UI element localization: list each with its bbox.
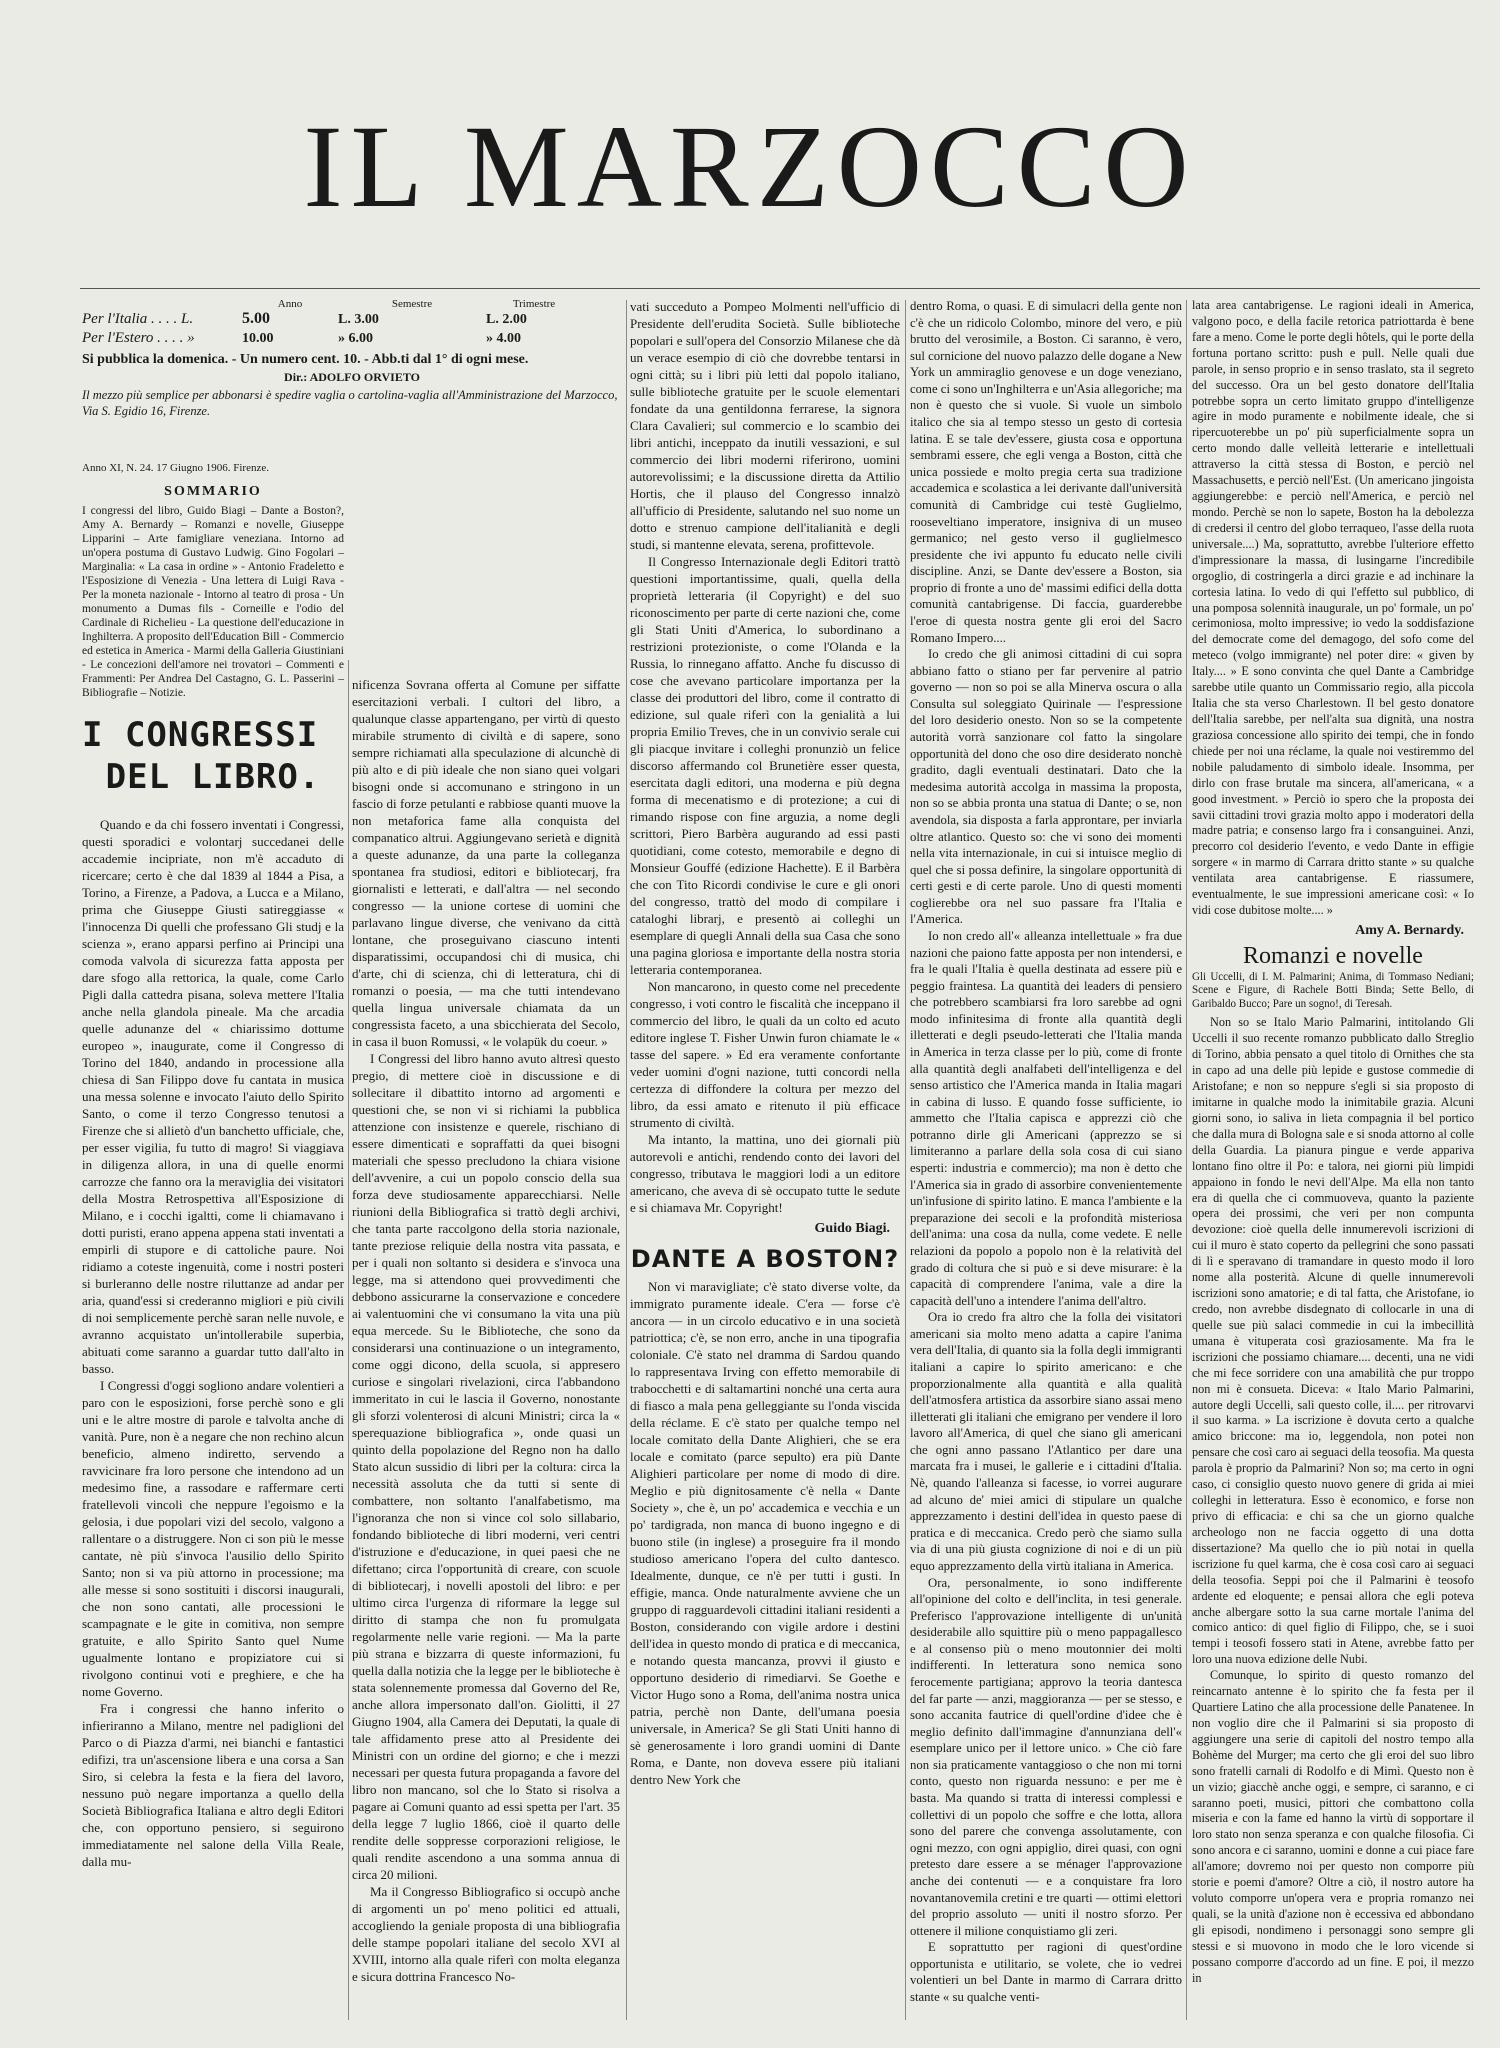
price-header-anno: Anno <box>277 298 303 310</box>
column-2 <box>352 676 620 1985</box>
column-rule <box>905 300 906 2020</box>
article-paragraph: dentro Roma, o quasi. E di simulacri della gente non c'è che un ridicolo Colombo, minore del vero, e più brutto del verosimile, a Boston. Ci saranno, è vero, sul cornicione del nuovo palazzo delle dogane a New York un ammiraglio genovese e un doge veneziano, come ci sono un'Inghilterra e un'Asia allegoriche; ma non è questo che si vuole. Si vuole un simbolo italico che sia al tempo stesso un gesto di cortesia latina. E se tale dev'essere, giusta cosa e opportuna sembrami essere, che egli venga a Boston, città che unica possiede e molto pregia certa sua tradizione accademica e scolastica a lei derivante dall'università comunità di Cambridge cui testè Guglielmo, rooseveltiano imperatore, insigniva di un museo germanico; nel gesto verso il guglielmesco presidente che ivi appunto fu educato nelle civili discipline. Anzi, se Dante dev'essere a Boston, sia proprio di fronte a uno de' massimi edifici della dotta comunità cantabrigense. Di faccia, guarderebbe l'eroe di questa nostra gente gli eroi del Sacro Romano Impero.... <box>910 299 1182 645</box>
price-label-estero: Per l'Estero . . . . » <box>82 330 195 346</box>
article-paragraph: I Congressi del libro hanno avuto altresì questo pregio, di mettere cioè in discussione e di sollecitare il dibattito intorno ad argomenti e questioni che, se non vi si richiami la pubblica attenzione con insistenze e querele, rischiano di essere dimenticati e sopraffatti da quei bisogni materiali che spesso precludono la chiara visione dell'avvenire, a cui un popolo conscio della sua forza deve studiosamente apparecchiarsi. Nelle riunioni della Bibliografica si trattò degli archivi, che tanta parte raccolgono della storia nazionale, tante preziose reliquie della nostra vita passata, e per i quali non soltanto si desidera e s'invoca una legge, ma si attendono quei provvedimenti che debbono assicurarne la conservazione e concedere ai valentuomini che vi consumano la vita una più equa mercede. Su le Biblioteche, che sono da considerarsi una continuazione o un integramento, come oggi dicono, della scuola, si appresero curiose e singolari rivelazioni, circa l'abbandono immeritato in cui le lascia il Governo, nonostante gli sforzi volenterosi di alcuni Ministri; circa la « sperequazione bibliografica », onde quasi un quinto della popolazione del Regno non ha dallo Stato alcun sussidio di libri per la coltura: circa la necessità assoluta che da tutti si sente di combattere, non soltanto l'analfabetismo, ma l'ignoranza che non si vince col solo sillabario, fondando biblioteche di libri moderni, veri centri d'istruzione e d'educazione, in quei paesi che ne difettano; circa l'opportunità di creare, con scuole di bibliotecarj, i novelli apostoli del libro: e per ultimo circa l'urgenza di riformare la legge sul diritto di stampa che non fu promulgata regolarmente nelle varie regioni. — Ma la parte più strana e bizzarra di queste informazioni, fu quella dalla notizia che la legge per le biblioteche è stata solennemente promessa dal Governo del Re, anche allora impersonato dall'on. Giolitti, il 27 Giugno 1904, alla Camera dei Deputati, la quale di tale affidamento prese atto al Presidente dei Ministri con un ordine del giorno; e che i mezzi necessari per questa futura propaganda a favore del libro non mancano, sol che lo Stato si risolva a pagare ai Comuni quanto ad essi spetta per l'art. 35 della legge 7 luglio 1866, cioè il quarto delle rendite delle soppresse corporazioni religiose, le quali rendite ascendono a una somma annua di circa 20 milioni. <box>352 1051 620 1882</box>
article-title-romanzi: Romanzi e novelle <box>1243 942 1423 969</box>
article-paragraph: Ora io credo fra altro che la folla dei visitatori americani sia molto meno adatta a capire l'anima vera dell'Italia, di quanto sia la folla degli immigranti italiani a capire lo spirito americano: e che proporzionalmente alla quantità e alla qualità dell'atmosfera artistica da assorbire siano assai meno illetterati gli italiani che emigrano per vendere il loro lavoro all'America, di quel che siano gli americani che ogni anno passano l'Atlantico per dare una marcata fra i musei, le gallerie e i cittadini d'Italia. Nè, quando l'alleanza si facesse, io vorrei augurare ad alcuno de' miei amici di stipulare un qualche apprezzamento i destini dell'idea in questo paese di pratica e di meccanica. Credo però che siamo sulla via di una più giusta cognizione di noi e di un più equo apprezzamento della virtù italiana in America. <box>910 1310 1182 1573</box>
subscription-note: Il mezzo più semplice per abbonarsi è spedire vaglia o cartolina-vaglia all'Amministrazione del Marzocco, Via S. Egidio 16, Firenze. <box>82 388 618 418</box>
article-paragraph: nificenza Sovrana offerta al Comune per siffatte esercitazioni verbali. I cultori del libro, a qualunque classe appartengano, per virtù di questo mirabile strumento di civiltà e di sapere, sono sempre richiamati alla speculazione di alcunchè di più alto e di più ideale che non siano quei volgari bisogni onde si accomunano e stringono in un fascio di forze petulanti e rabbiose quanti muove la non metaforica fame alla conquista del companatico altrui. Aggiungevano serietà e dignità a queste adunanze, da una parte la colleganza spontanea fra studiosi, editori e bibliotecarj, fra giornalisti e letterati, e dall'altra — nel secondo congresso — la unione cortese di uomini che parlavano lingue diverse, che venivano da città lontane, che proseguivano ciascuno intenti disparatissimi, occupandosi chi di musica, chi d'arte, chi di scienza, chi di letteratura, chi di romanzi o poesia, — ma che tutti intendevano quella lingua universale chiamata da un congressista faceto, a una sbicchierata del Secolo, in casa il buon Romussi, « le volapük du coeur. » <box>352 677 620 1049</box>
article-title-congressi <box>82 714 344 798</box>
article-paragraph: Quando e da chi fossero inventati i Congressi, questi sporadici e volontarj succedanei delle accademie incipriate, non m'è accaduto di ricercare; certo è che dal 1839 al 1844 a Pisa, a Torino, a Firenze, a Padova, a Lucca e a Milano, prima che Giuseppe Giusti satireggiasse « l'innocenza Di quelli che professano Gli studj e la scienza », erano apparsi perfino ai Principi una comoda valvola di sicurezza fatta apposta per dare sfogo alla rettorica, la quale, come Carlo Pigli dalla cattedra pisana, soleva mettere l'Italia anche nella glandola pineale. Ma che arcadia quelle adunanze del « chiarissimo dottume europeo », inaugurate, come il Congresso di Torino del 1840, andando in processione alla chiesa di San Filippo dove fu cantata in musica una messa solenne e invocato l'aiuto dello Spirito Santo, o come il terzo Congresso tenutosi a Firenze che si allietò d'un banchetto ufficiale, che, per esser vigilia, fu tutto di magro! Si viaggiava in diligenza allora, in una di quelle enormi carrozze che fanno ora la meraviglia dei visitatori della Mostra Retrospettiva all'Esposizione di Milano, e i cocchi igaltti, come li chiamavano i dotti puristi, erano appena appena stati inventati a empirli di stupore e di cattoliche paure. Noi ridiamo a coteste ingenuità, come i nostri posteri si burleranno delle nostre riluttanze ad andar per aria, quand'essi si crederanno migliori e più civili di noi semplicemente perchè saran nelle nuvole, e avranno acquistato un'intollerabile superbia, abituati come saranno a guardar tutto dall'alto in basso. <box>82 817 344 1376</box>
price-row-estero <box>82 330 622 350</box>
column-5 <box>1192 298 1474 1987</box>
article-paragraph: Non mancarono, in questo come nel precedente congresso, i voti contro le fiscalità che inceppano il commercio del libro, le quali da un colto ed acuto editore inglese T. Fisher Unwin furon chiamate le « tasse del sapere. » Ed era veramente confortante veder uomini d'ogni nazione, tutti concordi nella certezza di diffondere la coltura per mezzo del libro, da essi amato e ritenuto il più efficace strumento di civiltà. <box>630 979 900 1130</box>
article-paragraph: Ora, personalmente, io sono indifferente all'opinione del colto e dell'inclita, in tesi generale. Preferisco l'approvazione intelligente di un'unità desiderabile allo squittire più o meno pappagallesco e al consenso più o meno moutonnier dei molti indifferenti. In letteratura sono nemica sono ferocemente partigiana; approvo la teoria dantesca del far parte — anzi, maggioranza — per se stesso, e sono accanita fautrice di quell'ordine d'idee che è meglio definito dall'immagine d'annunziana dell'« esemplare unico per il lettore unico. » Che ciò fare non sia praticamente vantaggioso o che non mi torni conto, questo non riguarda nessuno: e per me è basta. Ma quando si tratta di interessi complessi e collettivi di un popolo che soffre e che lotta, allora sono del parere che convenga assolutamente, con ogni mezzo, con ogni appiglio, direi quasi, con ogni pretesto dare essere a se ménager l'approvazione anche dei contenuti — e a conquistare fra loro novantanovemila cretini e tre quarti — ottimi elettori del proprio assoluto — uniti il nostro sforzo. Per ottenere il milione conquistiamo gli zeri. <box>910 1575 1182 1938</box>
article-paragraph: E soprattutto per ragioni di quest'ordine opportunista e utilitario, se volete, che io vedrei volentieri un bel Dante in marmo di Carrara dritto stante « su qualche venti- <box>910 1940 1182 2004</box>
column-1 <box>82 454 344 1870</box>
article-paragraph: Non so se Italo Mario Palmarini, intitolando Gli Uccelli il suo recente romanzo pubblicato dallo Streglio di Torino, abbia pensato a quel titolo di Ornithes che sta in capo ad una delle più lepide e gustose commedie di Aristofane; e non so neppure s'egli si sia proposto di imitarne in qualche modo la inimitabile grazia. Alcuni giorni sono, io saliva in lieta compagnia il bel portico che dalla mura di Bologna sale e si snoda attorno al colle della Guardia. La pianura pingue e verde appariva lontano fino oltre il Po: e talora, nei giorni più limpidi appaiono in fondo le nevi dell'Alpe. Ma ella non tanto era di quella che ci commuoveva, quanto la paziente opera dei prossimi, che veri per non compunta devozione: cioè quella delle innumerevoli iscrizioni di cui il muro è stato coperto da pellegrini che sono passati di lì e speravano di tramandare in questo modo il loro nome alla posterità. Alcune di quelle innumerevoli iscrizioni sono amatorie; e di tal fatta, che Aristofane, io credo, non avrebbe disdegnato di collocarle in una di quelle sue più salaci commedie in cui la imbecillità umana è vituperata così graziosamente. Ma fra le iscrizioni che possiamo chiamare.... decenti, una ne vidi che mi fece sorridere con una amabilità che pur troppo non mi è consueta. Diceva: « Italo Mario Palmarini, autore degli Uccelli, salì questo colle, il.... per ritrovarvi il suo karma. » La iscrizione è dovuta certo a qualche amico briccone: ma io, leggendola, non potei non pensare che così caro ai seguaci della teosofia. Ma questa parola è proprio da Palmarini? Non so; ma certo in ogni caso, ci consiglio questo nuovo genere di grida ai miei colleghi in letteratura. Esso è economico, e forse non privo di efficacia: e chi sa che un giorno qualche archeologo non ne faccia oggetto di una dotta dissertazione? Ma quello che io più notai in quella iscrizione fu quel karma, che è cosa così caro ai seguaci della teosofia. Seppi poi che il Palmarini è teosofo ardente ed eloquente; e pensai allora che egli poteva anche albergare sotto la sua carne mortale l'anima del comico antico: di quel figlio di Filippo, che, se i suoi tempi i teosofi fossero stati in Atene, avrebbe fatto per loro una nuova edizione delle Nubi. <box>1192 1015 1474 1667</box>
issue-info: Anno XI, N. 24. 17 Giugno 1906. Firenze. <box>82 462 269 474</box>
column-rule <box>1186 300 1187 2020</box>
publication-line: Si pubblica la domenica. - Un numero cent. 10. - Abb.ti dal 1° di ogni mese. <box>82 352 529 367</box>
director-line: Dir.: ADOLFO ORVIETO <box>284 370 420 384</box>
price-header-semestre: Semestre <box>391 298 433 310</box>
article-title-line2: DEL LIBRO. <box>105 757 321 797</box>
price-row-italia <box>82 310 622 330</box>
sommario-title: SOMMARIO <box>164 484 262 499</box>
article-paragraph: Ma intanto, la mattina, uno dei giornali più autorevoli e antichi, rendendo conto dei lavori del congresso, tributava le maggiori lodi a un editore americano, che aveva di sè occupato tutte le sedute e si chiamava Mr. Copyright! <box>630 1132 900 1215</box>
price-header-trimestre: Trimestre <box>512 298 556 310</box>
price-italia-anno: 5.00 <box>242 310 270 327</box>
romanzi-book-list: Gli Uccelli, di I. M. Palmarini; Anima, di Tommaso Nediani; Scene e Figure, di Rachele Botti Binda; Sette Bello, di Garibaldo Bucco; Pare un sogno!, di Teresah. <box>1192 970 1474 1010</box>
sommario-text: I congressi del libro, Guido Biagi – Dante a Boston?, Amy A. Bernardy – Romanzi e novelle, Giuseppe Lipparini – Arte famigliare veneziana. Intorno ad un'opera postuma di Gustavo Ludwig. Gino Fogolari – Marginalia: « La casa in ordine » - Antonio Fradeletto e l'Esposizione di Venezia - Una lettera di Luigi Rava - Per la moneta nazionale - Intorno al teatro di prosa - Un monumento a Dumas fils - Corneille e l'odio del Cardinale di Richelieu - La questione dell'educazione in Inghilterra. A proposito dell'Education Bill - Commercio ed estetica in America - Marmi della Galleria Giustiniani - Le concezioni dell'amore nei trovatori – Commenti e Frammenti: Per Andrea Del Castagno, G. L. Passerini – Bibliografie – Notizie. <box>82 505 344 699</box>
article-title-dante: DANTE A BOSTON? <box>630 1245 900 1273</box>
price-estero-anno: 10.00 <box>242 331 274 346</box>
article-paragraph: Io credo che gli animosi cittadini di cui sopra abbiano fatto o stiano per far pervenire al patrio governo — non so poi se alla Minerva oscura o alla Consulta sul soleggiato Quirinale — l'espressione del loro desiderio onesto. Non so se la competente autorità vorrà sanzionare col fatto la singolare opportunità del dono che oso dire desiderato nonchè gradito, dagli eventuali destinatari. Dato che la medesima autorità accolga in massima la proposta, non so se abbia pronta una statua di Dante; o se, non avendola, sia disposta a farla approntare, per inviarla oltre atlantico. Questo so: che vi sono dei momenti nella vita internazionale, in cui si intuisce meglio di quel che si possa definire, la singolare opportunità di certi gesti e di certe parole. Uno di questi momenti coglierebbe ora nel suo passare fra l'Italia e l'America. <box>910 647 1182 927</box>
article-paragraph: Comunque, lo spirito di questo romanzo del reincarnato antenne è lo spirito che fa festa per il Quartiere Latino che alla processione delle Panatenee. In non voglio dire che il Palmarini si sia proposto di aggiungere una serie di capitoli del nostro tempo alla Bohème del Murger; ma certo che gli eroi del suo libro sono fratelli carnali di Rodolfo e di Mimì. Questo non è un vizio; giacchè anche oggi, e sempre, ci saranno, e ci saranno poeti, musici, pittori che combattono colla miseria e con la fame ed hanno la virtù di sopportare il loro stato non senza speranza e con qualche filosofia. Ci sono ancora e ci saranno, uomini e donne a cui piace fare all'amore; dovremo noi per questo non comporre più storie e poemi d'amore? Oltre a ciò, il nostro autore ha voluto comporre un'opera vera e propria romanzo nei quali, se la unità d'azione non è eccessiva ed abbondano gli episodi, nondimeno i personaggi sono sempre gli stessi e si muovono in modo che le loro vicende si possano comporre d'accordo ad un fine. E poi, il mezzo in <box>1192 1668 1474 1985</box>
price-italia-semestre: L. 3.00 <box>338 312 379 327</box>
column-rule <box>348 660 349 2020</box>
article-paragraph: Il Congresso Internazionale degli Editori trattò questioni importantissime, quali, quella della proprietà letteraria (il Copyright) e del suo riconoscimento per parte di certe nazioni che, come gli Stati Uniti d'America, lo subordinano a restrizioni protezioniste, o come l'Olanda e la Russia, lo rinnegano affatto. Anche fu discusso di cose che avevano particolare importanza per la classe dei produttori del libro, come il contratto di edizione, sul quale riferì con la genialità a lui propria Emilio Treves, che in un convivio serale cui gli piacque invitare i colleghi pronunziò un felice discorso affermando col Brunetière esser questa, esercitata dagli editori, una moderna e più degna forma di mecenatismo e di protezione; a cui di rimando rispose con fine arguzia, a nome degli scrittori, Piero Barbèra augurando ad essi pasti quotidiani, come cotesto, memorabile e degno di Monsieur Gouffé (edizione Hachette). E il Barbèra che con Tito Ricordi condivise le cure e gli onori del congresso, trattò del modo di compilare i cataloghi librarj, e presentò ai colleghi un esemplare di quegli Annali della sua Casa che sono una pagina gloriosa e importante della nostra storia letteraria contemporanea. <box>630 554 900 977</box>
article-paragraph: Fra i congressi che hanno inferito o infieriranno a Milano, mentre nel padiglioni del Parco o di Piazza d'armi, nei bianchi e fantastici edifizi, tra un'ascensione libera e una corsa a San Siro, si celebra la festa e la fiera del lavoro, nessuno può negare importanza a quello della Società Bibliografica Italiana e altro degli Editori che, con opportuno pensiero, si seguirono immediatamente nel salone della Villa Reale, dalla mu- <box>82 1701 344 1869</box>
column-3 <box>630 298 900 1788</box>
article-paragraph: Ma il Congresso Bibliografico si occupò anche di argomenti un po' meno politici ed attuali, accogliendo la geniale proposta di una bibliografia delle stampe popolari italiane del secolo XVI al XVIII, intorno alla quale riferì con molta eleganza e sicura dottrina Francesco No- <box>352 1884 620 1984</box>
article-paragraph: I Congressi d'oggi sogliono andare volentieri a paro con le esposizioni, forse perchè sono e gli uni e le altre mostre di parole e talvolta anche di vanità. Pure, non è a negare che non rechino alcun beneficio, almeno indiretto, servendo a ravvicinare fra loro persone che intendono ad un medesimo fine, a rassodare e raffermare certi fratellevoli vincoli che neppure l'egoismo e la gelosia, i due popolari vizi del secolo, valgono a rallentare o a distruggere. Non ci son più le messe cantate, nè più s'invoca l'ausilio dello Spirito Santo; non si va più attorno in processione; ma alle messe si sono sostituiti i discorsi inaugurali, che non sono cantati, alle processioni le scampagnate e le gite in comitiva, non sempre gratuite, e allo Spirito Santo quel Nume ugualmente lontano e propiziatore cui si rivolgono continui voti e preghiere, e che ha nome Governo. <box>82 1378 344 1699</box>
column-4 <box>910 298 1182 2006</box>
subscription-box <box>82 298 622 419</box>
masthead-rule <box>80 288 1480 289</box>
article-paragraph: lata area cantabrigense. Le ragioni ideali in America, valgono poco, e della facile retorica patriottarda è bene fare a meno. Come le porte degli hôtels, qui le porte della fortuna portano scritto: push e pull. Nelle quali due parole, in senso proprio e in senso traslato, sta il segreto del successo. Ora un bel gesto donatore dell'Italia potrebbe sopra un certo limitato gruppo d'intelligenze agire in modo puramente e nobilmente ideale, che si ripercuoterebbe un po' più superficialmente sopra un certo mondo dalle velleità letterarie e intellettuali attraverso la città stessa di Boston, e perciò nel Massachusetts, e perciò nell'Est. (Un americano jingoista aggiungerebbe: e perciò nell'America, e perciò nel mondo. Perchè se non lo sapete, Boston ha la debolezza di credersi il centro del globo terraqueo, l'asse della ruota universale....) Ma, soprattutto, avrebbe l'ulteriore effetto d'impressionare la massa, di lusingarne l'incredibile orgoglio, di costringerla a dirci grazie e ad inchinare la cortesia latina. Io vedo di qui l'effetto sul pubblico, di una pomposa solennità inaugurale, un po' formale, un po' cerimoniosa, molto impressive; io vedo la soddisfazione del democrate come del demagogo, del sofo come del meteco (volgo immigrante) nel poter dire: « given by Italy.... » E sono convinta che quel Dante a Cambridge sarebbe utile quanto un Commissario regio, alla piccola Italia che sta verso Charlestown. Il bel gesto donatore dell'Italia sarebbe, per nell'alta sua dignità, una nostra graziosa concessione allo spirito dei tempi, che in fondo chiede per noi una réclame, la quale noi vestiremmo del nobile paludamento di simbolo ideale. Insomma, per dirlo con frase brutale ma sincera, all'americana, « a good investment. » Perciò io spero che la proposta dei savii cittadini trovi grazia molto appo i moderatori della madre patria; e consenso largo fra i consanguinei. Anzi, precorro col desiderio l'evento, e vedo Dante in effigie sorgere « in marmo di Carrara dritto stante » su qualche ventilata area cantabrigense. E riassumere, eventualmente, le sue impressioni americane così: « Io vidi cose dubitose molte.... » <box>1192 298 1474 918</box>
article-title-line1: I CONGRESSI <box>82 715 319 755</box>
article-signature-bernardy: Amy A. Bernardy. <box>1355 922 1464 938</box>
price-italia-trimestre: L. 2.00 <box>486 312 527 327</box>
column-rule <box>626 300 627 2020</box>
price-label-italia: Per l'Italia . . . . L. <box>82 311 194 327</box>
price-headers <box>82 298 622 310</box>
price-estero-trimestre: » 4.00 <box>486 331 521 346</box>
masthead-title: IL MARZOCCO <box>303 101 1197 232</box>
article-paragraph: vati succeduto a Pompeo Molmenti nell'ufficio di Presidente dell'erudita Società. Sulle biblioteche popolari e sull'opera del Consorzio Milanese che dà un verace esempio di ciò che dovrebbe tentarsi in ogni città; su i libri più letti dal popolo italiano, sulle biblioteche gratuite per le scuole elementari fondate da una gentildonna ferrarese, la signora Clara Cavalieri; sul commercio e lo scambio dei libri antichi, inceppato da inutili vessazioni, e sul commercio dei libri moderni riferirono, uomini autorevolissimi; e la discussione diretta da Attilio Hortis, che il plauso del Congresso innalzò all'ufficio di Presidente, salutando nel suo nome un dotto e strenuo campione dell'italianità e degli studi, si mantenne elevata, serena, profittevole. <box>630 299 900 552</box>
article-paragraph: Io non credo all'« alleanza intellettuale » fra due nazioni che paiono fatte apposta per non intendersi, e fra le quali l'Italia è quella destinata ad essere più e peggio fraintesa. La quantità dei leaders di pensiero che potrebbero scambiarsi fra loro sarebbe ad ogni modo infinitesima di fronte alla quantità degli illetterati e degli pseudo-letterati che l'Italia manda in America in terza classe per lo più, come di fronte alla quantità degli analfabeti dell'intelligenza e del senso artistico che l'America manda in Italia magari in cabina di lusso. E quando fosse sufficiente, io ammetto che l'Italia capisca e apprezzi ciò che potranno dirle gli Americani (apprezzo se si limiteranno a parlare della sola cosa di cui siano esperti: industria e commercio); ma non è detto che l'America sia in grado di assorbire convenientemente un'infusione di spirito latino. E manca l'ambiente e la preparazione dei secoli e la profondità misteriosa dell'anima: una cosa da nulla, come vedete. E nelle relazioni da popolo a popolo non è la relatività del grado di coltura che si può e si deve misurare: è la capacità di comprendere l'anima, vale a dire la capacità dell'uno a intendere l'anima dell'altro. <box>910 928 1182 1308</box>
price-estero-semestre: » 6.00 <box>338 331 373 346</box>
article-signature-biagi: Guido Biagi. <box>814 1221 890 1236</box>
article-paragraph: Non vi maravigliate; c'è stato diverse volte, da immigrato puramente ideale. C'era — forse c'è ancora — in un circolo educativo e in una società patriottica; c'è, se non erro, anche in una tipografia coloniale. C'è stato nel dramma di Sardou quando lo rappresentava Irving con effetto memorabile di trabocchetti e di saltamartini nonché una certa aura di fiasco a mala pena gelleggiante su l'onda viscida della réclame. E c'è stato per qualche tempo nel locale comitato della Dante Alighieri, che se era locale e comitato (parce sepulto) era più Dante Alighieri particolare per nome di modo di dire. Meglio e più dignitosamente c'è nella « Dante Society », che è, un po' accademica e vecchia e un po' tardigrada, non manca di buono ingegno e di buono stile (in inglese) a proseguire fra il mondo studioso americano l'opera del culto dantesco. Idealmente, dunque, ce n'è per tutti i gusti. In effigie, manca. Onde naturalmente avviene che un gruppo di ragguardevoli cittadini italiani residenti a Boston, considerando con vigile ardore i destini dell'idea in questo mondo di pratica e di meccanica, e notando questa mancanza, provvi il giusto e opportuno desiderio di rimediarvi. Se Goethe e Victor Hugo sono a Roma, dell'anima nostra unica patria, perchè non Dante, dell'umana poesia universale, in America? Se gli Stati Uniti hanno di sè generosamente i loro grandi uomini di Dante Roma, e Dante, non doveva essere più italiani dentro New York che <box>630 1279 900 1787</box>
